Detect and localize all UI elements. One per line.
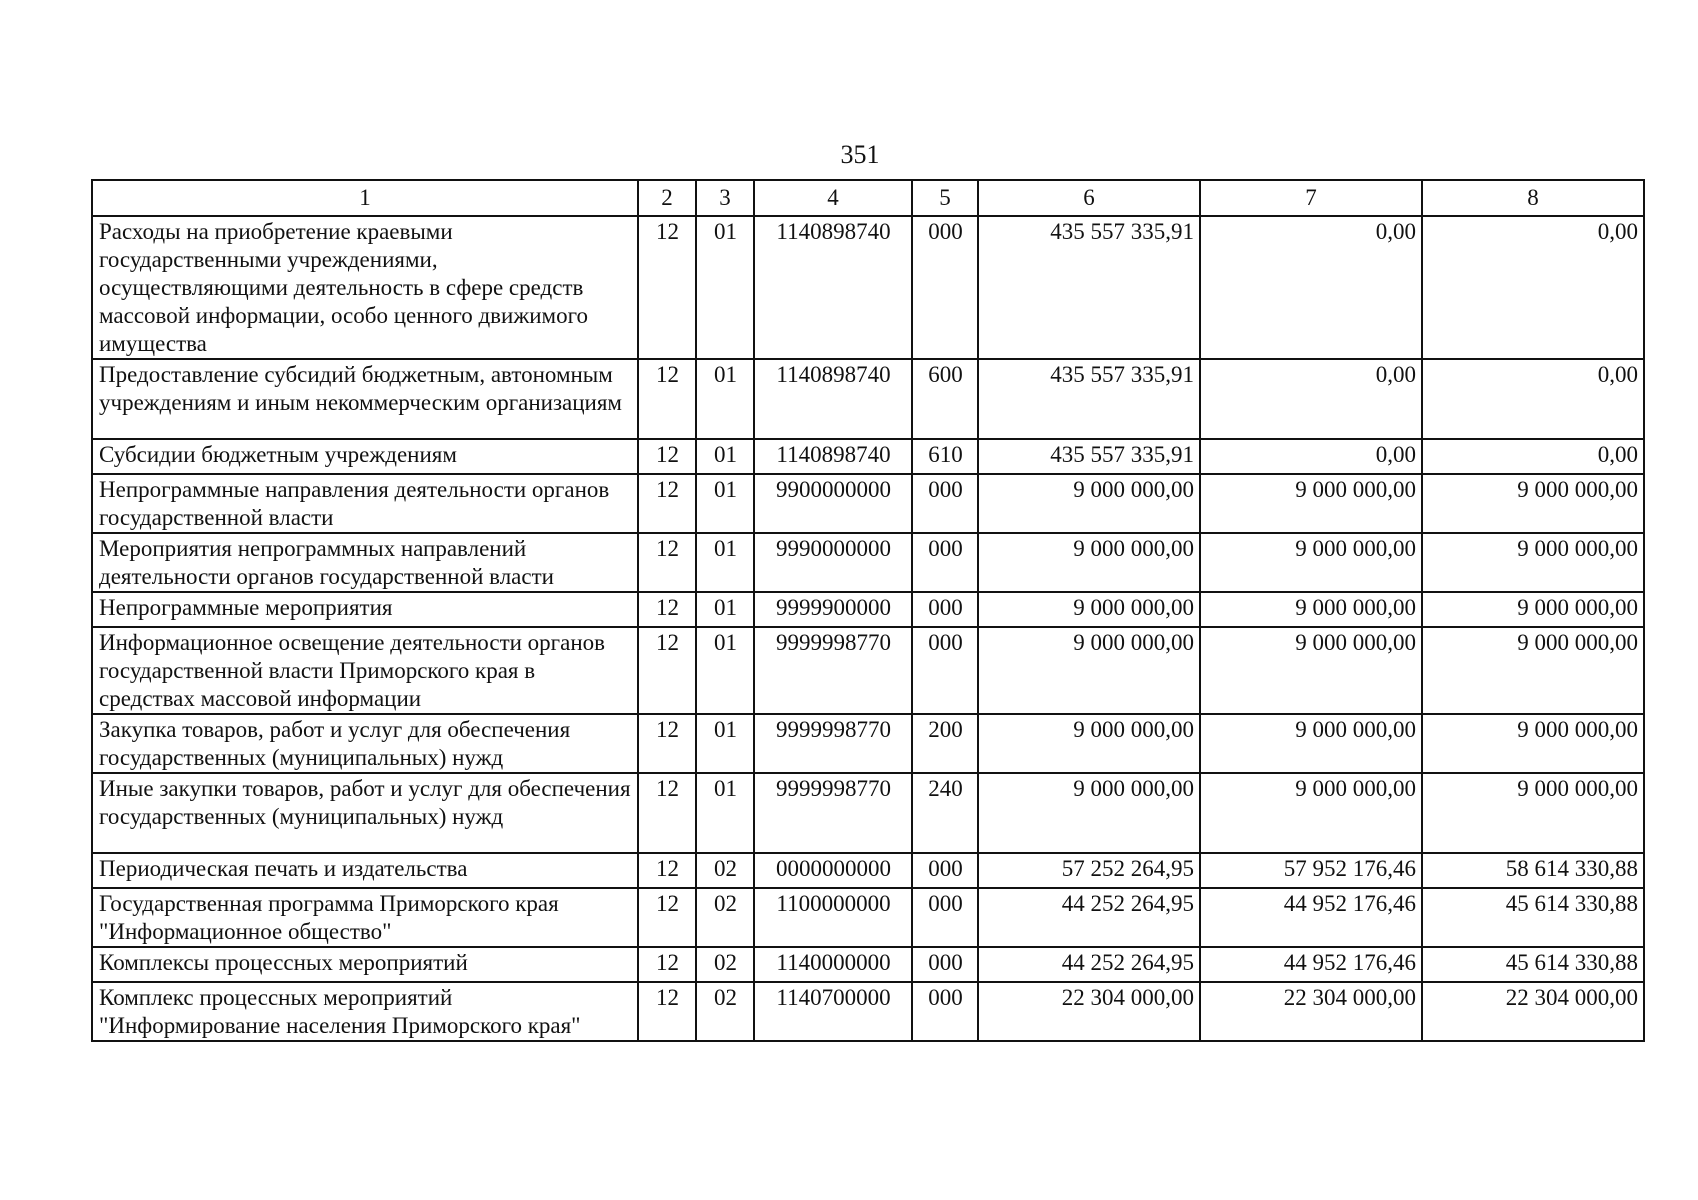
cell-expense-type: 000: [912, 888, 978, 947]
cell-name: Субсидии бюджетным учреждениям: [92, 439, 638, 474]
cell-amount-6: 435 557 335,91: [978, 439, 1200, 474]
table-header: [92, 180, 1644, 216]
cell-name: Закупка товаров, работ и услуг для обеспечения государственных (муниципальных) нужд: [92, 714, 638, 773]
cell-subsection: 01: [696, 533, 754, 592]
cell-amount-6: 9 000 000,00: [978, 592, 1200, 627]
cell-expense-type: 610: [912, 439, 978, 474]
cell-section: 12: [638, 853, 696, 888]
cell-amount-7: 0,00: [1200, 216, 1422, 359]
cell-amount-6: 9 000 000,00: [978, 627, 1200, 714]
cell-amount-7: 44 952 176,46: [1200, 947, 1422, 982]
cell-amount-7: 57 952 176,46: [1200, 853, 1422, 888]
cell-section: 12: [638, 627, 696, 714]
cell-expense-type: 000: [912, 474, 978, 533]
cell-amount-8: 9 000 000,00: [1422, 627, 1644, 714]
table-row: [92, 714, 1644, 773]
table-row: [92, 533, 1644, 592]
column-header-6: 6: [978, 180, 1200, 216]
cell-name: Информационное освещение деятельности органов государственной власти Приморского края в средствах массовой информации: [92, 627, 638, 714]
cell-target-article: 9990000000: [754, 533, 912, 592]
cell-section: 12: [638, 982, 696, 1041]
cell-section: 12: [638, 888, 696, 947]
cell-subsection: 02: [696, 853, 754, 888]
cell-subsection: 01: [696, 474, 754, 533]
table-row: [92, 359, 1644, 439]
column-header-7: 7: [1200, 180, 1422, 216]
cell-target-article: 0000000000: [754, 853, 912, 888]
table-row: [92, 773, 1644, 853]
cell-amount-8: 0,00: [1422, 439, 1644, 474]
column-header-2: 2: [638, 180, 696, 216]
cell-expense-type: 000: [912, 533, 978, 592]
cell-amount-6: 9 000 000,00: [978, 773, 1200, 853]
cell-expense-type: 000: [912, 982, 978, 1041]
cell-subsection: 02: [696, 982, 754, 1041]
cell-target-article: 1140700000: [754, 982, 912, 1041]
table-row: [92, 474, 1644, 533]
cell-subsection: 01: [696, 627, 754, 714]
cell-expense-type: 000: [912, 947, 978, 982]
cell-expense-type: 240: [912, 773, 978, 853]
cell-section: 12: [638, 439, 696, 474]
cell-amount-7: 9 000 000,00: [1200, 773, 1422, 853]
cell-expense-type: 000: [912, 592, 978, 627]
cell-amount-7: 44 952 176,46: [1200, 888, 1422, 947]
column-header-1: 1: [92, 180, 638, 216]
cell-amount-8: 9 000 000,00: [1422, 773, 1644, 853]
cell-section: 12: [638, 533, 696, 592]
cell-section: 12: [638, 216, 696, 359]
cell-amount-8: 45 614 330,88: [1422, 947, 1644, 982]
cell-subsection: 01: [696, 359, 754, 439]
cell-subsection: 02: [696, 947, 754, 982]
table-row: [92, 888, 1644, 947]
cell-amount-7: 9 000 000,00: [1200, 533, 1422, 592]
cell-amount-6: 435 557 335,91: [978, 216, 1200, 359]
table-row: [92, 592, 1644, 627]
cell-amount-6: 57 252 264,95: [978, 853, 1200, 888]
cell-amount-6: 22 304 000,00: [978, 982, 1200, 1041]
cell-amount-8: 9 000 000,00: [1422, 533, 1644, 592]
table-row: [92, 627, 1644, 714]
cell-section: 12: [638, 592, 696, 627]
cell-amount-7: 22 304 000,00: [1200, 982, 1422, 1041]
cell-expense-type: 000: [912, 216, 978, 359]
table-row: [92, 947, 1644, 982]
cell-amount-8: 0,00: [1422, 359, 1644, 439]
cell-expense-type: 000: [912, 627, 978, 714]
header-row: [92, 180, 1644, 216]
cell-target-article: 1140898740: [754, 439, 912, 474]
column-header-4: 4: [754, 180, 912, 216]
budget-table: [91, 179, 1645, 1042]
column-header-8: 8: [1422, 180, 1644, 216]
cell-amount-7: 0,00: [1200, 359, 1422, 439]
cell-amount-6: 9 000 000,00: [978, 714, 1200, 773]
cell-amount-8: 9 000 000,00: [1422, 474, 1644, 533]
table-row: [92, 439, 1644, 474]
cell-subsection: 01: [696, 714, 754, 773]
cell-target-article: 9900000000: [754, 474, 912, 533]
cell-amount-8: 22 304 000,00: [1422, 982, 1644, 1041]
cell-name: Непрограммные направления деятельности органов государственной власти: [92, 474, 638, 533]
cell-subsection: 01: [696, 773, 754, 853]
cell-name: Предоставление субсидий бюджетным, автономным учреждениям и иным некоммерческим организациям: [92, 359, 638, 439]
cell-amount-7: 9 000 000,00: [1200, 592, 1422, 627]
cell-expense-type: 600: [912, 359, 978, 439]
cell-expense-type: 000: [912, 853, 978, 888]
column-header-5: 5: [912, 180, 978, 216]
cell-section: 12: [638, 474, 696, 533]
cell-section: 12: [638, 714, 696, 773]
cell-name: Расходы на приобретение краевыми государственными учреждениями, осуществляющими деятельность в сфере средств массовой информации, особо ценного движимого имущества: [92, 216, 638, 359]
cell-target-article: 9999998770: [754, 627, 912, 714]
cell-amount-8: 0,00: [1422, 216, 1644, 359]
cell-amount-6: 9 000 000,00: [978, 533, 1200, 592]
table-row: [92, 982, 1644, 1041]
cell-target-article: 9999900000: [754, 592, 912, 627]
cell-section: 12: [638, 359, 696, 439]
cell-subsection: 01: [696, 216, 754, 359]
cell-section: 12: [638, 773, 696, 853]
cell-expense-type: 200: [912, 714, 978, 773]
cell-subsection: 02: [696, 888, 754, 947]
cell-target-article: 9999998770: [754, 714, 912, 773]
cell-amount-8: 58 614 330,88: [1422, 853, 1644, 888]
cell-amount-6: 435 557 335,91: [978, 359, 1200, 439]
cell-amount-7: 9 000 000,00: [1200, 474, 1422, 533]
cell-name: Непрограммные мероприятия: [92, 592, 638, 627]
cell-subsection: 01: [696, 439, 754, 474]
cell-amount-8: 9 000 000,00: [1422, 592, 1644, 627]
page-number: 351: [840, 140, 880, 169]
cell-amount-6: 44 252 264,95: [978, 888, 1200, 947]
cell-target-article: 1140000000: [754, 947, 912, 982]
cell-amount-6: 9 000 000,00: [978, 474, 1200, 533]
cell-amount-7: 0,00: [1200, 439, 1422, 474]
cell-name: Государственная программа Приморского края "Информационное общество": [92, 888, 638, 947]
cell-amount-7: 9 000 000,00: [1200, 627, 1422, 714]
table-row: [92, 216, 1644, 359]
cell-section: 12: [638, 947, 696, 982]
cell-name: Периодическая печать и издательства: [92, 853, 638, 888]
cell-target-article: 1100000000: [754, 888, 912, 947]
cell-target-article: 1140898740: [754, 216, 912, 359]
table-row: [92, 853, 1644, 888]
cell-subsection: 01: [696, 592, 754, 627]
cell-name: Иные закупки товаров, работ и услуг для обеспечения государственных (муниципальных) нужд: [92, 773, 638, 853]
cell-name: Мероприятия непрограммных направлений деятельности органов государственной власти: [92, 533, 638, 592]
cell-name: Комплексы процессных мероприятий: [92, 947, 638, 982]
cell-amount-6: 44 252 264,95: [978, 947, 1200, 982]
cell-amount-8: 45 614 330,88: [1422, 888, 1644, 947]
cell-target-article: 9999998770: [754, 773, 912, 853]
table-body: [92, 216, 1644, 1041]
cell-name: Комплекс процессных мероприятий "Информирование населения Приморского края": [92, 982, 638, 1041]
column-header-3: 3: [696, 180, 754, 216]
cell-amount-8: 9 000 000,00: [1422, 714, 1644, 773]
cell-amount-7: 9 000 000,00: [1200, 714, 1422, 773]
cell-target-article: 1140898740: [754, 359, 912, 439]
